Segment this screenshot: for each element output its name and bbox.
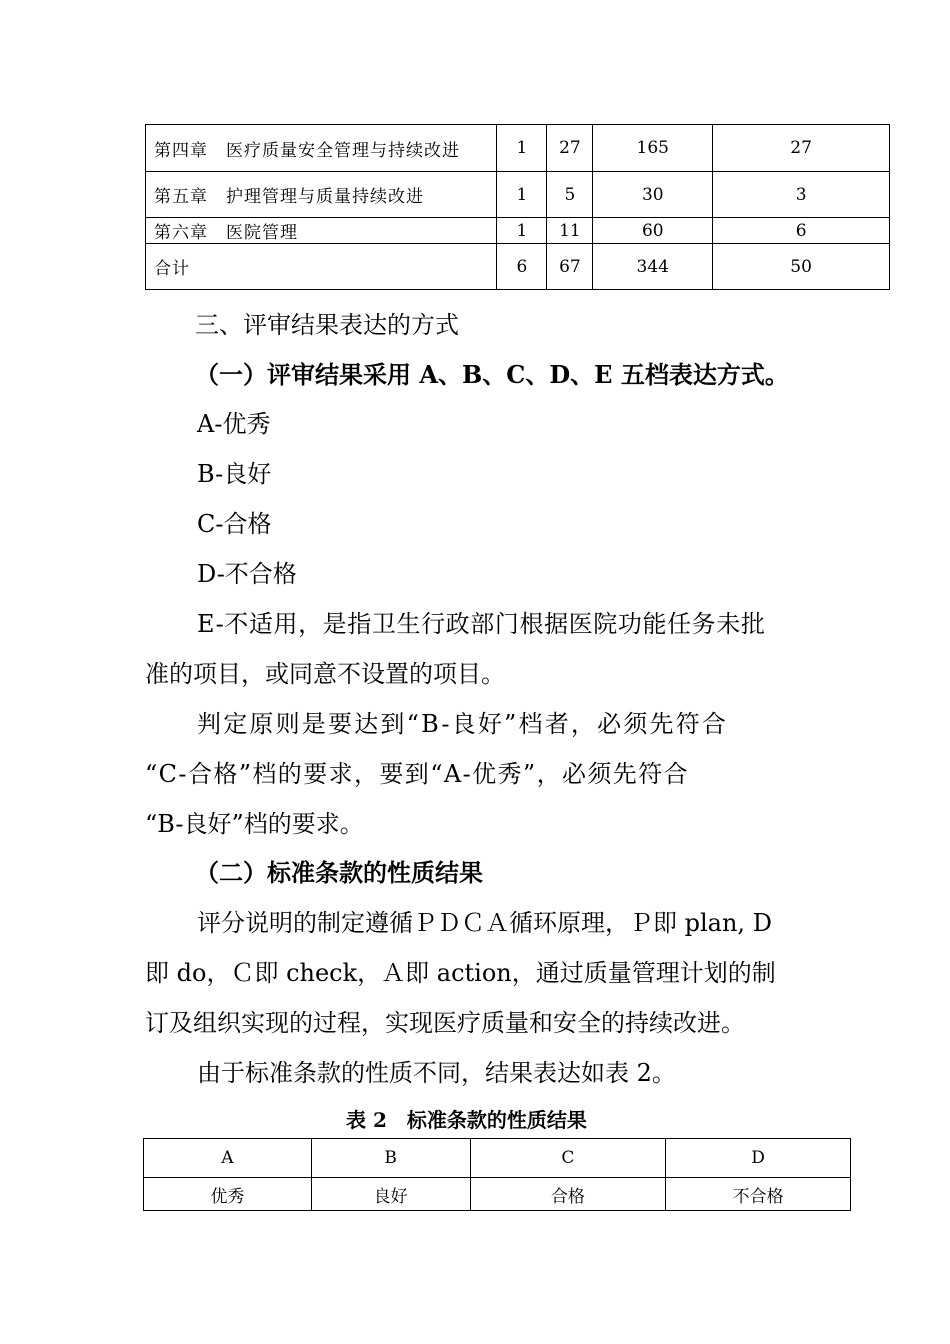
table-cell: 1 [497,218,547,244]
section-heading: 三、评审结果表达的方式 [195,311,459,339]
table2-caption: 表 2 标准条款的性质结果 [346,1108,587,1132]
table-cell: 27 [547,125,593,172]
table-cell: 良好 [311,1178,470,1211]
table-row [146,218,890,244]
level-e-line2: 准的项目，或同意不设置的项目。 [145,660,505,688]
table-reference: 由于标准条款的性质不同，结果表达如表 2。 [197,1059,676,1087]
table-cell: 1 [497,172,547,218]
subsection-heading-2: （二）标准条款的性质结果 [195,858,483,887]
pdca-line1: 评分说明的制定遵循ＰＤＣＡ循环原理，Ｐ即 plan, D [197,909,772,937]
level-c: C-合格 [197,510,272,538]
column-header: D [666,1139,851,1178]
table-cell: 30 [593,172,713,218]
rule-line2: “C-合格”档的要求，要到“A-优秀”，必须先符合 [145,760,689,788]
table-cell: 6 [713,218,890,244]
level-a: A-优秀 [197,410,271,438]
table-cell: 合格 [470,1178,666,1211]
table-header-row [144,1139,851,1178]
column-header: C [470,1139,666,1178]
chapter-name-cell: 第四章 医疗质量安全管理与持续改进 [146,125,497,172]
pdca-line3: 订及组织实现的过程，实现医疗质量和安全的持续改进。 [145,1009,745,1037]
chapter-name-cell: 第六章 医院管理 [146,218,497,244]
chapter-summary-table [145,124,890,290]
table-cell: 11 [547,218,593,244]
rule-line3: “B-良好”档的要求。 [145,810,364,838]
table-cell: 50 [713,244,890,290]
rule-line1: 判定原则是要达到“B-良好”档者，必须先符合 [197,710,729,738]
table-cell: 344 [593,244,713,290]
level-e-line1: E-不适用，是指卫生行政部门根据医院功能任务未批 [197,610,766,638]
table-cell: 优秀 [144,1178,312,1211]
table-cell: 6 [497,244,547,290]
table-cell: 67 [547,244,593,290]
total-label-cell: 合计 [146,244,497,290]
column-header: A [144,1139,312,1178]
total-row [146,244,890,290]
table-cell: 60 [593,218,713,244]
table-cell: 5 [547,172,593,218]
chapter-name-cell: 第五章 护理管理与质量持续改进 [146,172,497,218]
table-cell: 3 [713,172,890,218]
table-row [146,125,890,172]
table-row [144,1178,851,1211]
standard-result-table [143,1138,851,1211]
pdca-line2: 即 do，Ｃ即 check，Ａ即 action，通过质量管理计划的制 [145,959,776,987]
subsection-heading-1: （一）评审结果采用 A、B、C、D、E 五档表达方式。 [195,360,789,389]
level-d: D-不合格 [197,560,297,588]
level-b: B-良好 [197,460,272,488]
table-row [146,172,890,218]
table-cell: 不合格 [666,1178,851,1211]
table-cell: 165 [593,125,713,172]
table-cell: 27 [713,125,890,172]
column-header: B [311,1139,470,1178]
table-cell: 1 [497,125,547,172]
